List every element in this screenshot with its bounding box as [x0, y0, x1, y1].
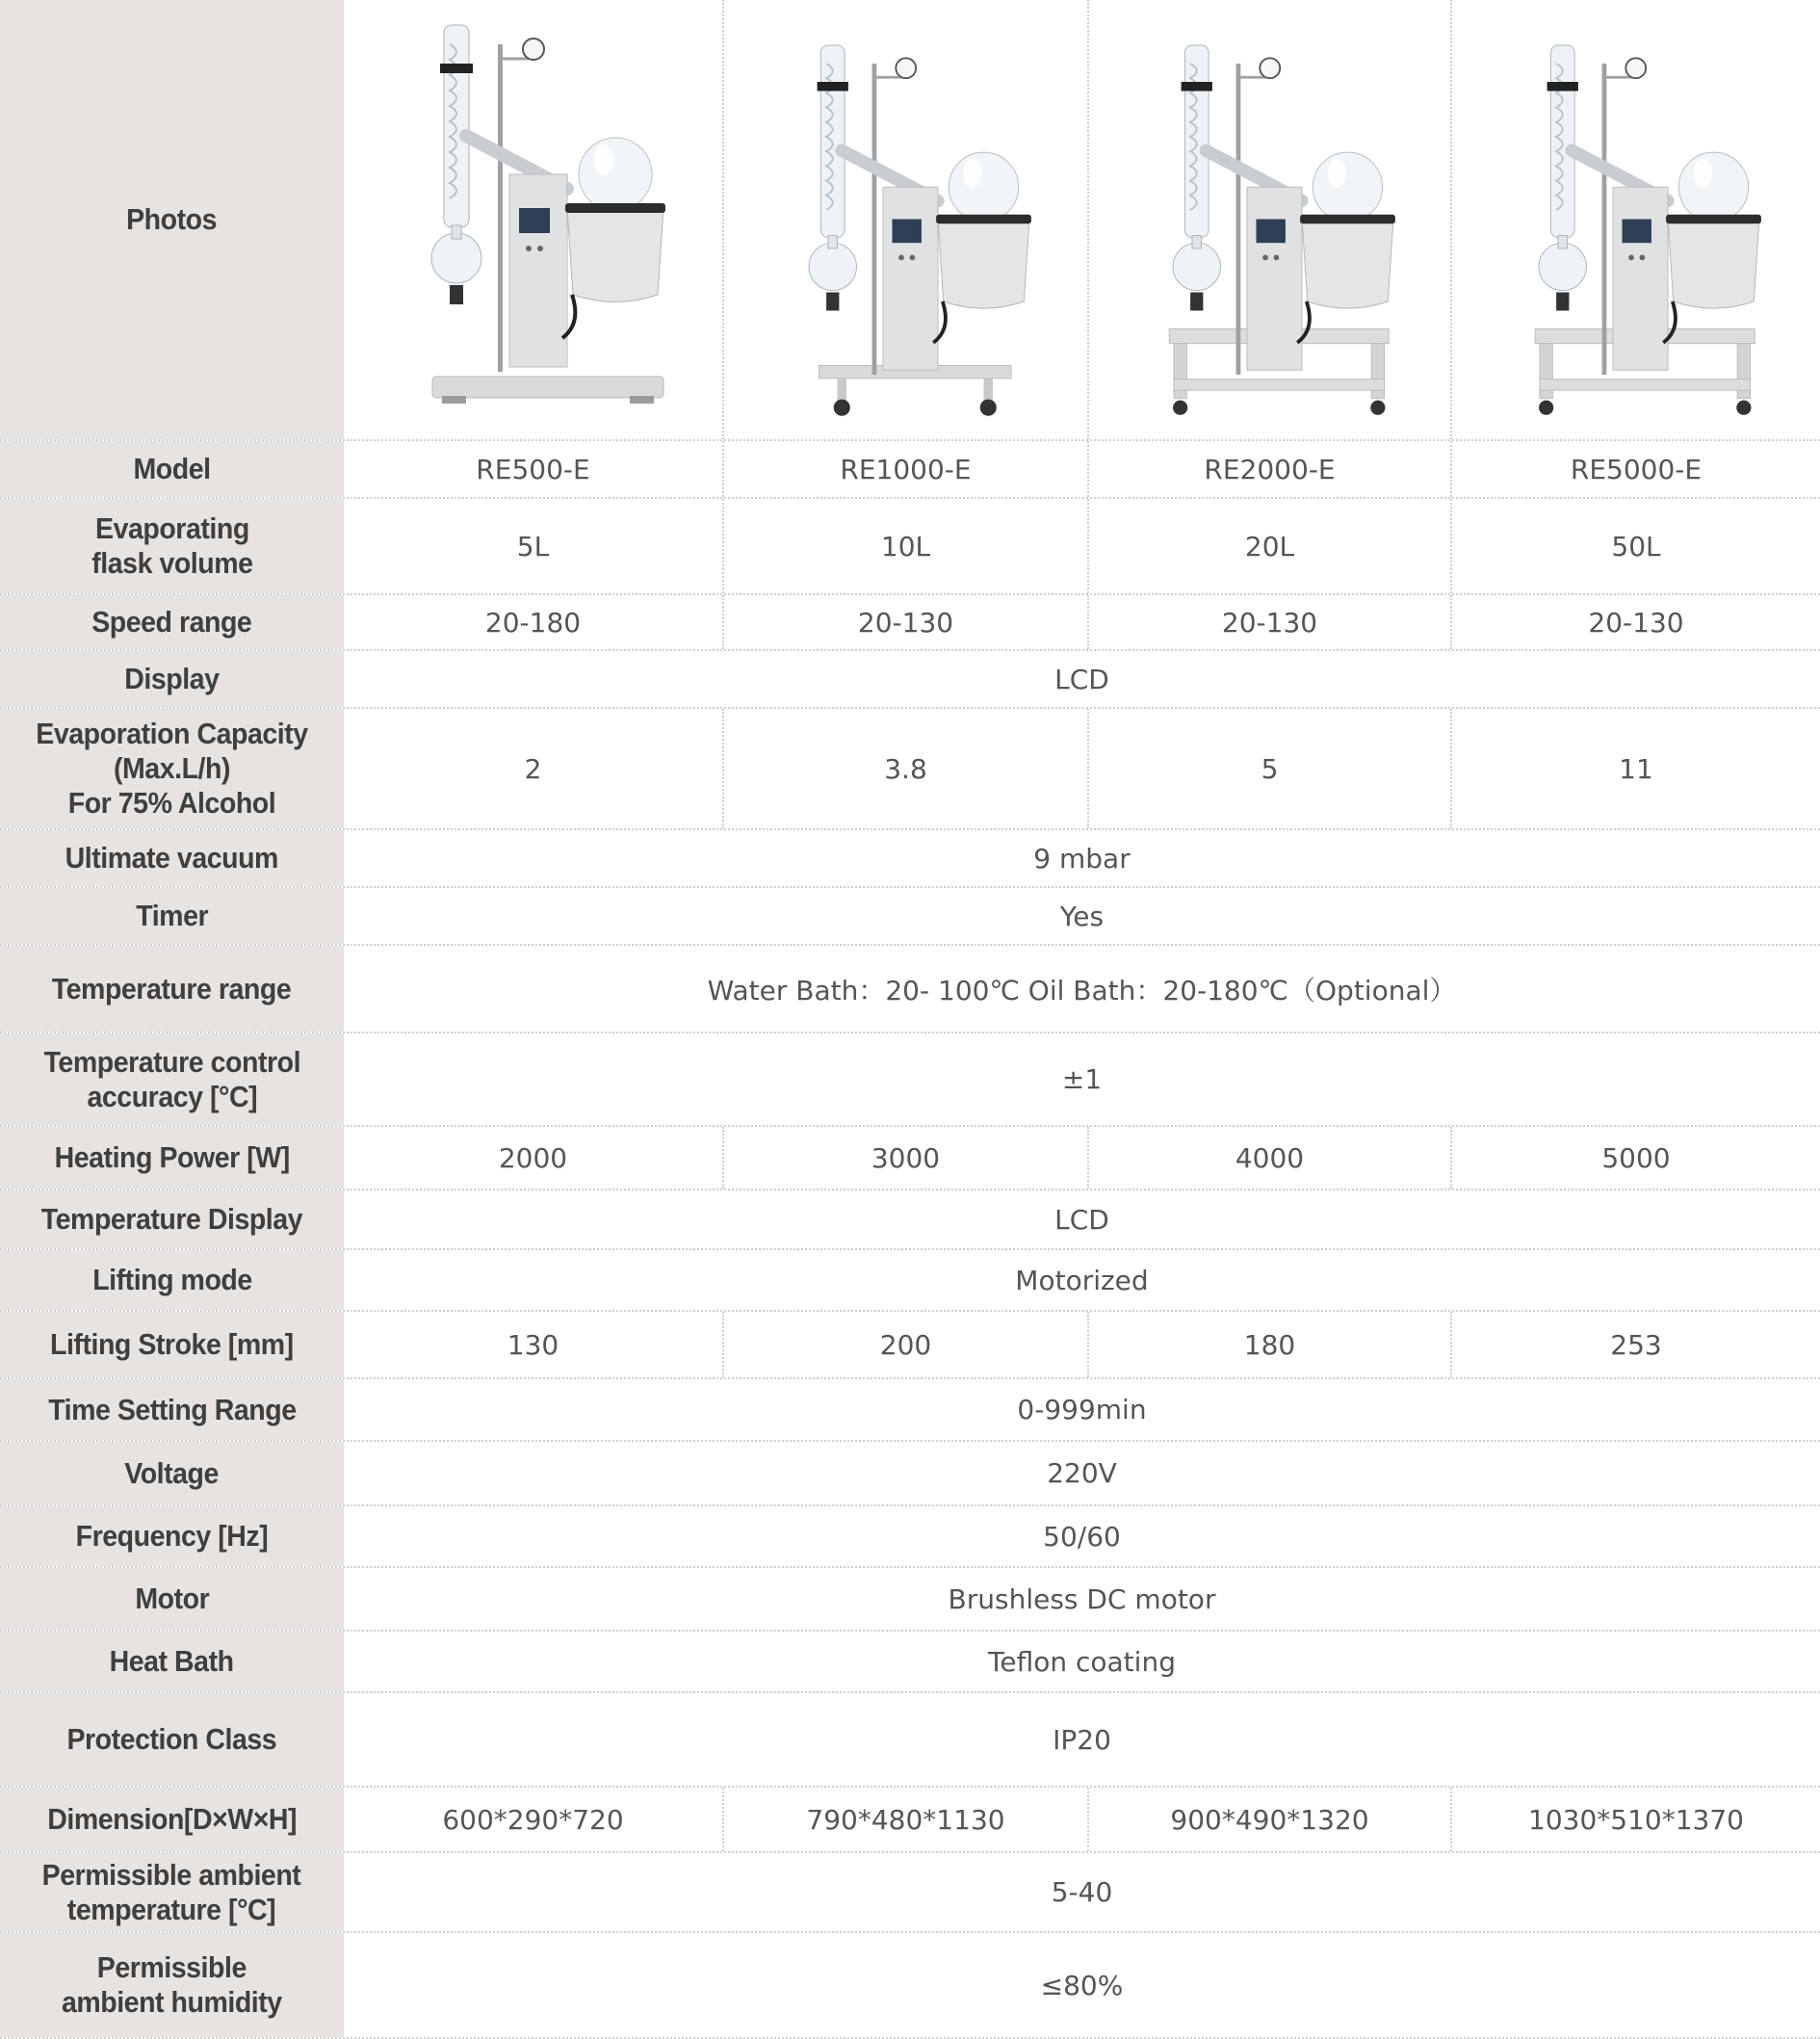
spec-value: 5L — [516, 530, 550, 562]
spec-row-model — [0, 441, 1820, 499]
spec-row-temperature-range — [0, 946, 1820, 1033]
photos-row — [0, 0, 1820, 441]
spec-label-cell — [0, 1379, 344, 1440]
spec-label: Protection Class — [66, 1722, 277, 1756]
photo-cell-1 — [344, 0, 722, 439]
spec-label-cell — [0, 1632, 344, 1691]
spec-row-lifting-stroke-mm — [0, 1312, 1820, 1379]
spec-label-cell — [0, 1693, 344, 1786]
rotary-evaporator-image — [755, 27, 1057, 430]
spec-label: Ultimate vacuum — [65, 841, 279, 875]
spec-value: 1030*510*1370 — [1450, 1788, 1820, 1851]
spec-label-cell — [0, 709, 344, 828]
spec-label-cell — [0, 651, 344, 707]
spec-value: 20-130 — [722, 595, 1087, 649]
spec-value-merged: LCD — [1054, 663, 1109, 695]
rotary-evaporator-image — [1119, 27, 1421, 430]
spec-value-merged: Water Bath：20- 100℃ Oil Bath：20-180℃（Optional） — [707, 974, 1457, 1006]
spec-row-permissible-ambient-temperature-c — [0, 1853, 1820, 1933]
spec-value-merged: 9 mbar — [1033, 842, 1131, 875]
spec-value: 3.8 — [722, 709, 1087, 828]
spec-value: 50L — [1450, 499, 1820, 593]
spec-label: Temperature control accuracy [°C] — [43, 1044, 300, 1113]
spec-value: 180 — [1087, 1312, 1450, 1377]
spec-value-merged: Teflon coating — [988, 1645, 1176, 1678]
spec-label-cell — [0, 830, 344, 886]
spec-label-cell — [0, 499, 344, 593]
spec-row-motor — [0, 1568, 1820, 1632]
spec-label: Motor — [135, 1582, 209, 1615]
spec-label: Evaporating flask volume — [91, 511, 253, 580]
spec-value: 5 — [1087, 709, 1450, 828]
spec-label-cell — [0, 1788, 344, 1851]
spec-label: Temperature Display — [40, 1202, 303, 1236]
spec-label: Temperature range — [52, 971, 292, 1006]
spec-row-time-setting-range — [0, 1379, 1820, 1442]
spec-value-merged: 50/60 — [1043, 1520, 1121, 1553]
spec-label-cell — [0, 1506, 344, 1566]
spec-label-cell — [0, 1033, 344, 1125]
spec-row-evaporating-flask-volume — [0, 499, 1820, 595]
spec-row-permissible-ambient-humidity — [0, 1933, 1820, 2039]
spec-label: Time Setting Range — [47, 1392, 297, 1426]
spec-value: 11 — [1450, 709, 1820, 828]
spec-value: 10L — [722, 499, 1087, 593]
spec-label-cell — [0, 1933, 344, 2037]
spec-label-cell — [0, 595, 344, 649]
spec-value: 200 — [722, 1312, 1087, 1377]
spec-value: 4000 — [1087, 1127, 1450, 1189]
spec-value: 900*490*1320 — [1087, 1788, 1450, 1851]
spec-label-cell — [0, 888, 344, 944]
spec-row-frequency-hz — [0, 1506, 1820, 1568]
spec-value: 20-180 — [484, 606, 582, 639]
spec-value-merged: 0-999min — [1017, 1394, 1147, 1425]
spec-value-merged: IP20 — [1053, 1723, 1111, 1756]
spec-label: Timer — [136, 899, 208, 932]
spec-value-merged: Motorized — [1015, 1264, 1149, 1296]
spec-label-cell — [0, 441, 344, 497]
spec-value: 20-130 — [1450, 595, 1820, 649]
spec-row-timer — [0, 888, 1820, 946]
spec-label: Heating Power [W] — [54, 1140, 290, 1174]
spec-label: Voltage — [124, 1455, 220, 1490]
spec-row-evaporation-capacity-max-l-h-for-75-alcohol — [0, 709, 1820, 830]
spec-row-speed-range — [0, 595, 1820, 651]
spec-value-merged: Yes — [1059, 900, 1105, 932]
spec-value: RE2000-E — [1087, 441, 1450, 497]
photos-label: Photos — [126, 202, 218, 236]
spec-row-ultimate-vacuum — [0, 830, 1820, 888]
spec-value: RE1000-E — [722, 441, 1087, 497]
spec-label: Lifting Stroke [mm] — [50, 1327, 294, 1361]
spec-label: Lifting mode — [91, 1263, 252, 1296]
rotary-evaporator-image — [375, 6, 692, 430]
spec-value: 253 — [1450, 1312, 1820, 1377]
spec-label: Permissible ambient humidity — [62, 1950, 282, 2019]
spec-label-cell — [0, 1312, 344, 1377]
spec-label-cell — [0, 1250, 344, 1310]
spec-value: 790*480*1130 — [722, 1788, 1087, 1851]
spec-label: Dimension[D×W×H] — [47, 1802, 297, 1836]
spec-value-merged: LCD — [1054, 1203, 1109, 1236]
spec-row-protection-class — [0, 1693, 1820, 1788]
spec-row-dimension-d-w-h — [0, 1788, 1820, 1853]
spec-label-cell — [0, 946, 344, 1032]
spec-row-voltage — [0, 1442, 1820, 1506]
photo-cell-4 — [1450, 0, 1820, 439]
spec-label: Evaporation Capacity (Max.L/h) For 75% Alcohol — [36, 717, 308, 820]
spec-value-merged: ≤80% — [1040, 1969, 1124, 2001]
spec-label-cell — [0, 1190, 344, 1248]
spec-label-cell — [0, 1853, 344, 1931]
spec-label: Display — [124, 662, 220, 695]
spec-row-display — [0, 651, 1820, 709]
spec-label-cell — [0, 1568, 344, 1630]
spec-value: 2000 — [498, 1141, 568, 1174]
spec-label-cell — [0, 1127, 344, 1189]
spec-row-heat-bath — [0, 1632, 1820, 1693]
spec-value: RE5000-E — [1450, 441, 1820, 497]
spec-row-temperature-display — [0, 1190, 1820, 1250]
spec-value: 20-130 — [1087, 595, 1450, 649]
spec-row-heating-power-w — [0, 1127, 1820, 1190]
spec-value: 5000 — [1450, 1127, 1820, 1189]
spec-value: 2 — [524, 752, 542, 785]
spec-label: Heat Bath — [109, 1644, 234, 1678]
photos-label-cell — [0, 0, 344, 439]
spec-label: Speed range — [91, 605, 252, 639]
spec-label: Model — [133, 452, 211, 485]
spec-value-merged: 5-40 — [1051, 1876, 1113, 1908]
spec-label: Permissible ambient temperature [°C] — [42, 1857, 301, 1926]
rotary-evaporator-image — [1485, 27, 1787, 430]
photo-cell-3 — [1087, 0, 1450, 439]
spec-value: 3000 — [722, 1127, 1087, 1189]
spec-value: RE500-E — [476, 453, 590, 485]
spec-label-cell — [0, 1442, 344, 1504]
spec-value: 20L — [1087, 499, 1450, 593]
spec-value: 600*290*720 — [442, 1803, 624, 1836]
photo-cell-2 — [722, 0, 1087, 439]
spec-value-merged: ±1 — [1061, 1063, 1103, 1095]
spec-value-merged: Brushless DC motor — [948, 1582, 1216, 1615]
spec-row-lifting-mode — [0, 1250, 1820, 1312]
spec-value: 130 — [507, 1328, 559, 1361]
spec-label: Frequency [Hz] — [75, 1519, 269, 1553]
spec-value-merged: 220V — [1047, 1457, 1117, 1489]
spec-row-temperature-control-accuracy-c — [0, 1033, 1820, 1127]
